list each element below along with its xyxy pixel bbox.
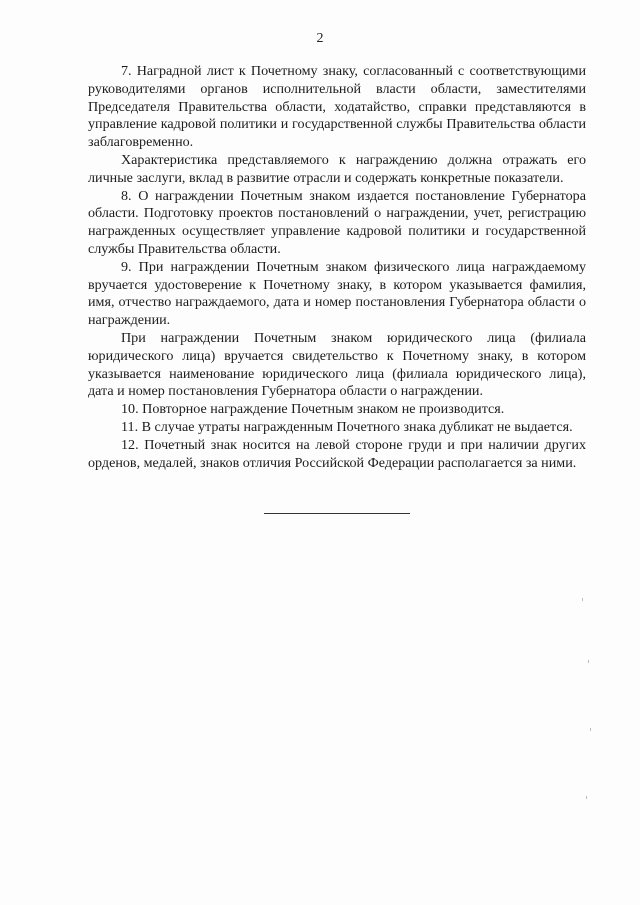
- end-separator-line: [264, 513, 410, 514]
- paragraph-9: 9. При награждении Почетным знаком физического лица награждаемому вручается удостоверение к Почетному знаку, в котором указывается фамилия, имя, отчество награждаемого, дата и номер постановления Губернатора области о награждении.: [88, 258, 586, 329]
- scan-speck: [582, 598, 583, 601]
- paragraph-8: 8. О награждении Почетным знаком издается постановление Губернатора области. Подготовку проектов постановлений о награждении, учет, регистрацию награжденных осуществляет управление кадровой политики и государственной службы Правительства области.: [88, 187, 586, 257]
- paragraph-7: 7. Наградной лист к Почетному знаку, согласованный с соответствующими руководителями органов исполнительной власти области, заместителями Председателя Правительства области, ходатайство, справки представляются в управление кадровой политики и государственной службы Правительства области заблаговременно.: [88, 63, 586, 151]
- scan-speck: [586, 796, 587, 799]
- scan-speck: [590, 728, 591, 731]
- paragraph-12: 12. Почетный знак носится на левой стороне груди и при наличии других орденов, медалей, знаков отличия Российской Федерации располагается за ними.: [88, 436, 586, 471]
- paragraph-legal-entity: При награждении Почетным знаком юридического лица (филиала юридического лица) вручается свидетельство к Почетному знаку, в котором указывается наименование юридического лица (филиала юридического лица), дата и номер постановления Губернатора области о награждении.: [88, 329, 586, 400]
- document-body: [88, 63, 586, 472]
- page-number: 2: [316, 31, 324, 46]
- scan-speck: [588, 660, 589, 663]
- paragraph-characteristic: Характеристика представляемого к награждению должна отражать его личные заслуги, вклад в развитие отрасли и содержать конкретные показатели.: [88, 151, 586, 186]
- paragraph-10: 10. Повторное награждение Почетным знаком не производится.: [121, 401, 505, 418]
- paragraph-11: 11. В случае утраты награжденным Почетного знака дубликат не выдается.: [121, 418, 573, 435]
